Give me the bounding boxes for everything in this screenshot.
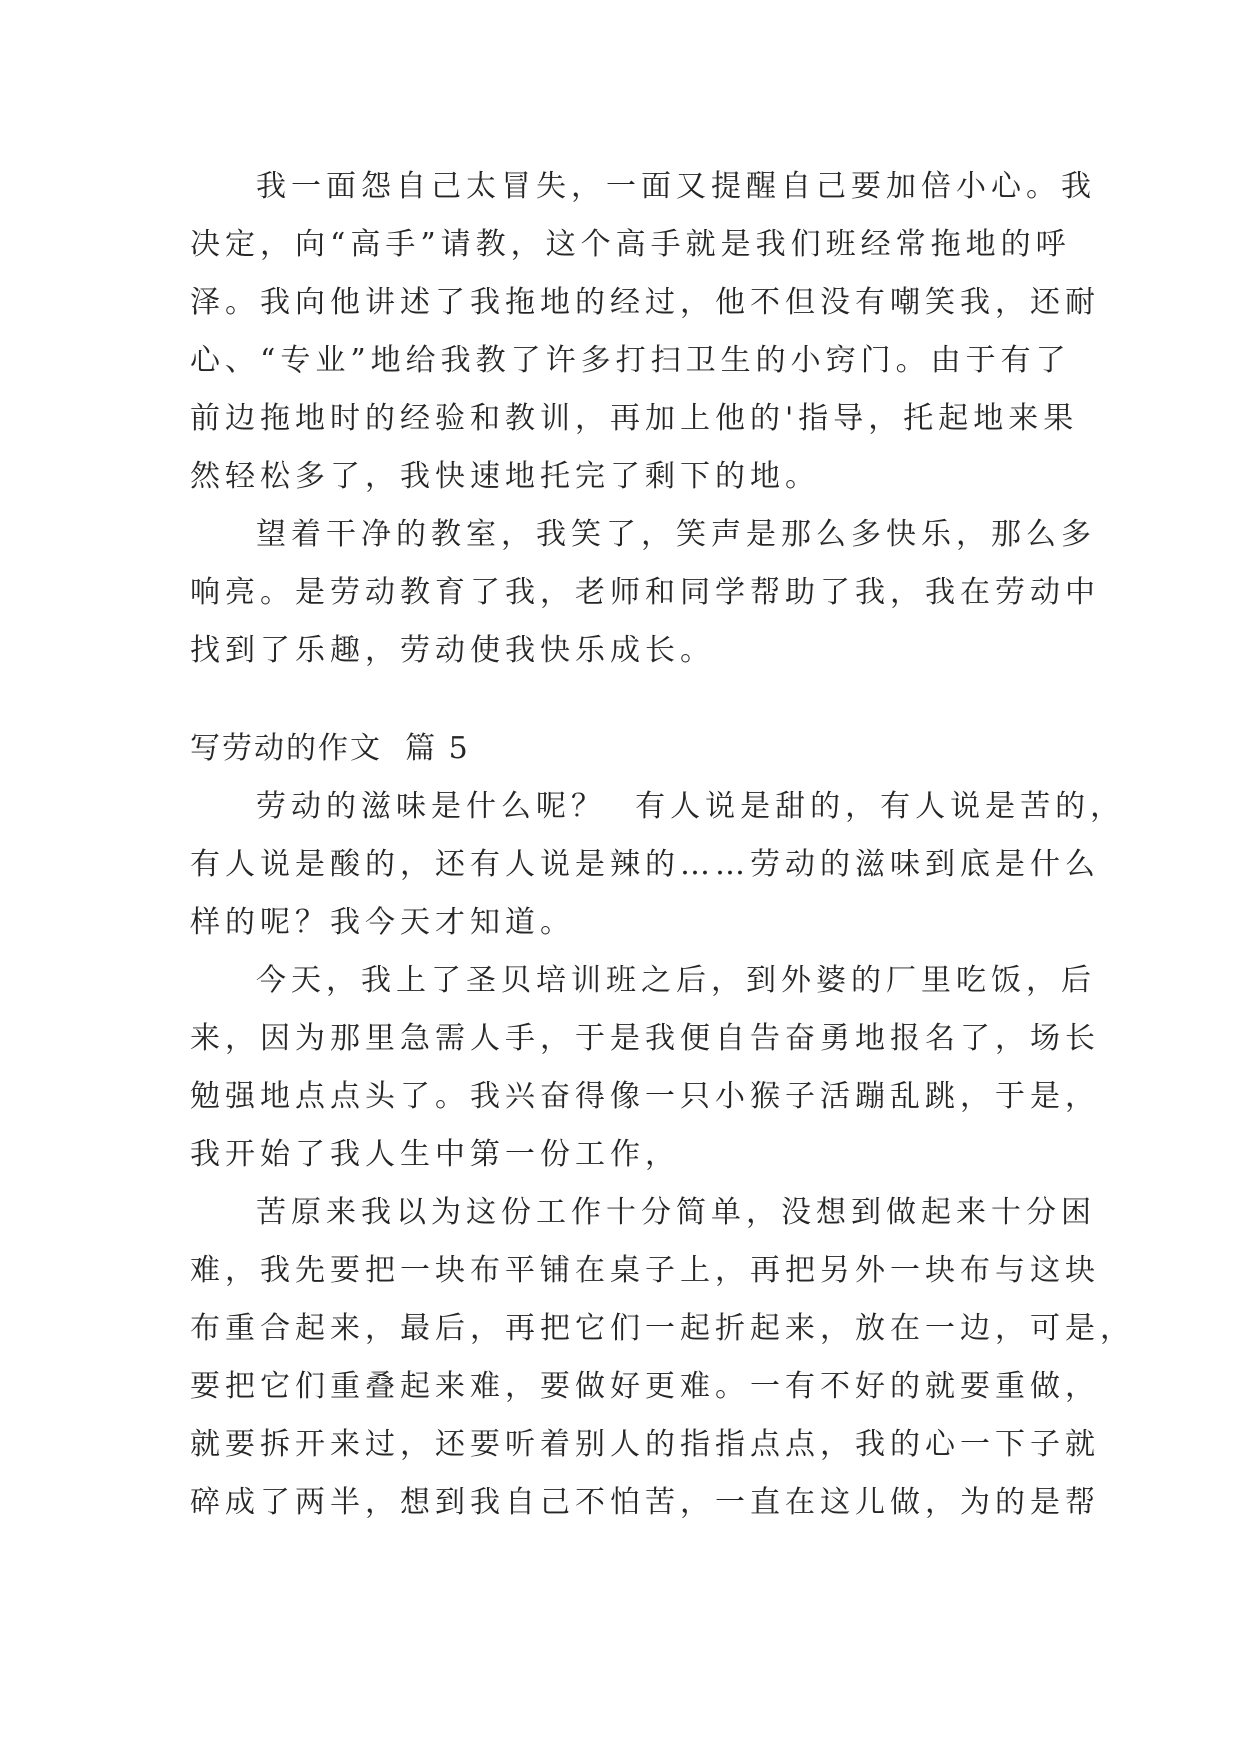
text-line: 响亮。是劳动教育了我，老师和同学帮助了我，我在劳动中: [190, 575, 1100, 610]
text-line: 我一面怨自己太冒失，一面又提醒自己要加倍小心。我: [256, 169, 1096, 204]
text-line: 决定，向“高手”请教，这个高手就是我们班经常拖地的呼: [190, 227, 1071, 262]
paragraph: [190, 778, 1126, 952]
text-line: 劳动的滋味是什么呢？ 有人说是甜的，有人说是苦的，: [256, 789, 1126, 824]
section-gap: [190, 680, 1070, 720]
text-line: 勉强地点点头了。我兴奋得像一只小猴子活蹦乱跳，于是，: [190, 1079, 1100, 1114]
text-line: 布重合起来，最后，再把它们一起折起来，放在一边，可是，: [190, 1311, 1135, 1346]
section-heading: 写劳动的作文 篇 5: [190, 731, 470, 766]
text-line: 碎成了两半，想到我自己不怕苦，一直在这儿做，为的是帮: [190, 1485, 1100, 1520]
paragraph: [190, 506, 1100, 680]
paragraph: [190, 1184, 1135, 1532]
text-line: 心、“专业”地给我教了许多打扫卫生的小窍门。由于有了: [190, 343, 1071, 378]
text-line: 有人说是酸的，还有人说是辣的……劳动的滋味到底是什么: [190, 847, 1100, 882]
text-line: 样的呢？我今天才知道。: [190, 905, 575, 940]
text-line: 泽。我向他讲述了我拖地的经过，他不但没有嘲笑我，还耐: [190, 285, 1100, 320]
document-body: [190, 158, 1135, 1532]
paragraph: [190, 158, 1100, 506]
paragraph: [190, 952, 1100, 1184]
text-line: 就要拆开来过，还要听着别人的指指点点，我的心一下子就: [190, 1427, 1100, 1462]
text-line: 难，我先要把一块布平铺在桌子上，再把另外一块布与这块: [190, 1253, 1100, 1288]
text-line: 我开始了我人生中第一份工作，: [190, 1137, 680, 1172]
text-line: 然轻松多了，我快速地托完了剩下的地。: [190, 459, 820, 494]
text-line: 找到了乐趣，劳动使我快乐成长。: [190, 633, 715, 668]
text-line: 前边拖地时的经验和教训，再加上他的'指导，托起地来果: [190, 401, 1079, 436]
text-line: 来，因为那里急需人手，于是我便自告奋勇地报名了，场长: [190, 1021, 1100, 1056]
text-line: 苦原来我以为这份工作十分简单，没想到做起来十分困: [256, 1195, 1096, 1230]
text-line: 望着干净的教室，我笑了，笑声是那么多快乐，那么多: [256, 517, 1096, 552]
text-line: 要把它们重叠起来难，要做好更难。一有不好的就要重做，: [190, 1369, 1100, 1404]
text-line: 今天，我上了圣贝培训班之后，到外婆的厂里吃饭，后: [256, 963, 1096, 998]
